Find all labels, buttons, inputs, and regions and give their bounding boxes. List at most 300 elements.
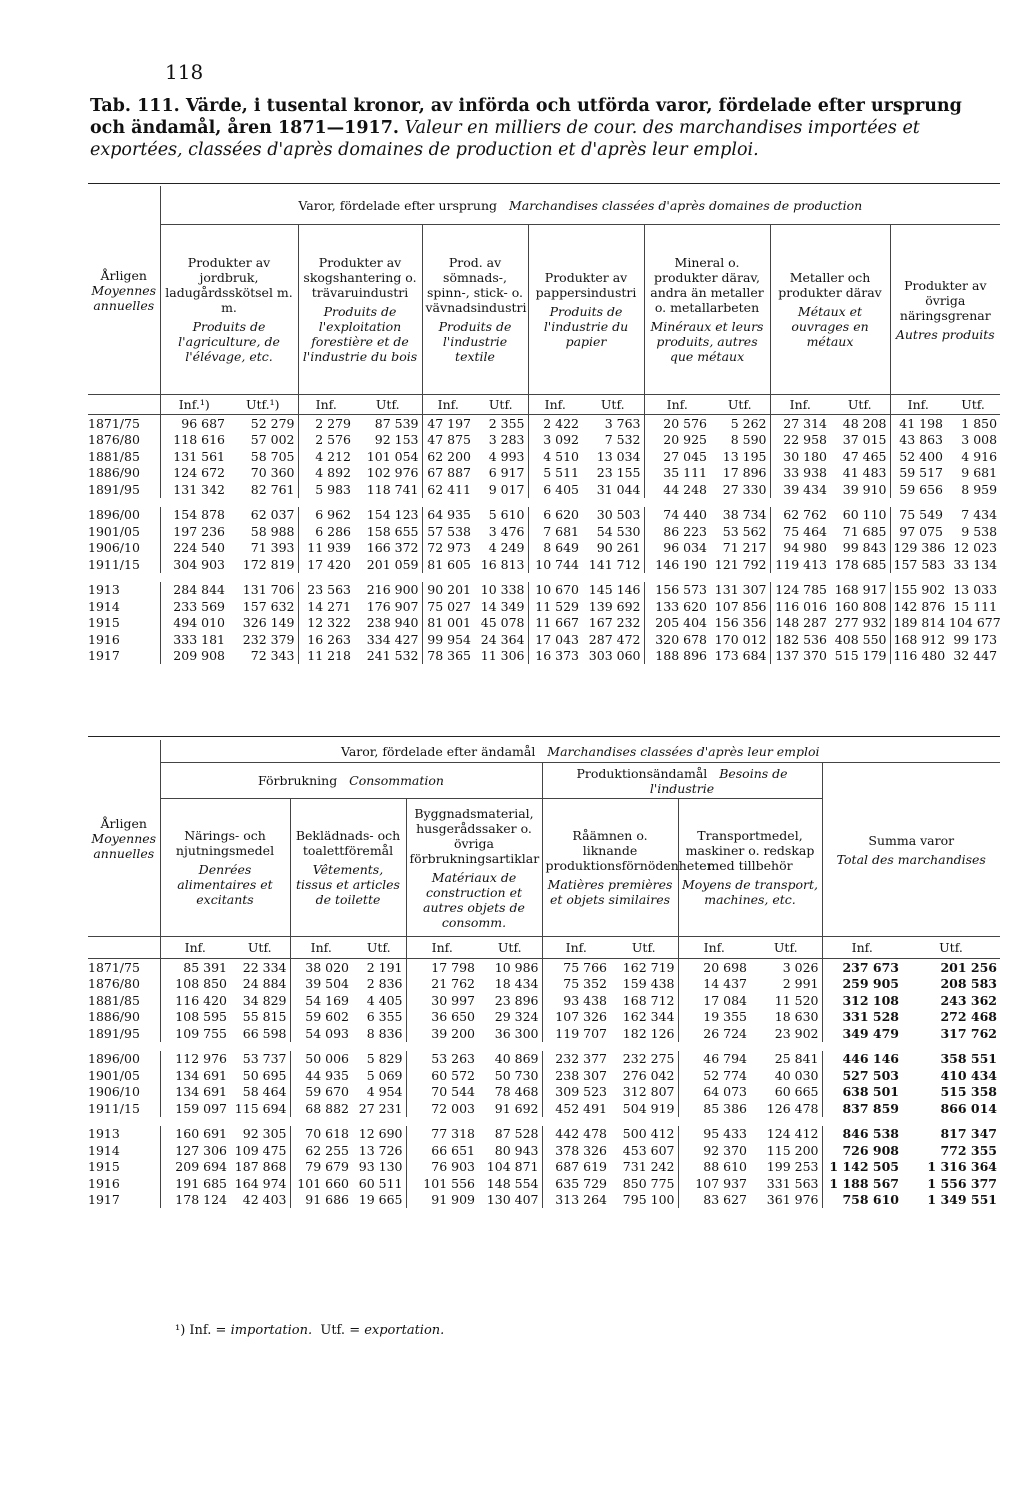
data-cell: 9 538 [961,523,998,539]
data-cell: 349 479 [822,1025,902,1042]
column-header-sv: Prod. av sömnads-, spinn-, stick- o. vävnadsindustri [425,255,527,315]
data-cell: 92 153 [374,432,419,448]
data-cell: 2 422 [528,415,582,432]
data-cell: 168 917 [834,582,887,598]
data-cell: 133 620 [644,598,710,615]
data-cell: 11 218 [298,648,354,665]
data-cell: 173 684 [714,648,767,664]
data-cell: 148 554 [486,1175,539,1191]
table-row [88,598,1000,615]
data-cell: 91 909 [406,1192,478,1209]
data-cell: 20 576 [644,415,710,432]
data-cell: 75 464 [770,523,830,540]
data-cell: 10 986 [494,959,539,975]
data-cell: 187 868 [234,1159,287,1175]
table-row [88,1009,1000,1026]
data-cell: 232 377 [542,1051,610,1068]
row-gap [88,498,1000,507]
data-cell: 129 386 [890,540,946,557]
data-cell: 47 197 [422,415,474,432]
data-cell: 60 511 [358,1175,403,1191]
data-cell: 13 726 [358,1142,403,1158]
data-cell: 116 016 [770,598,830,615]
data-cell: 303 060 [588,648,641,664]
data-cell: 4 249 [488,540,525,556]
column-header [290,799,406,937]
data-cell: 131 307 [714,582,767,598]
data-cell: 159 438 [622,976,675,992]
data-cell: 78 365 [422,648,474,665]
row-year: 1886/90 [88,1009,140,1025]
footnote-mark: ¹) Inf. [175,1323,212,1338]
data-cell: 157 632 [242,598,295,614]
data-cell: 107 326 [542,1009,610,1026]
data-cell: 76 903 [406,1159,478,1176]
data-cell: 58 705 [250,448,295,464]
data-cell: 71 393 [250,540,295,556]
column-header-fr: Produits de l'agriculture, de l'élévage, etc. [178,319,280,364]
data-cell: 201 059 [366,556,419,572]
data-cell: 78 468 [494,1084,539,1100]
data-cell: 726 908 [822,1142,902,1159]
data-cell: 2 991 [782,976,819,992]
column-header-fr: Minéraux et leurs produits, autres que métaux [650,319,764,364]
data-cell: 124 672 [160,465,228,482]
table-row [88,1025,1000,1042]
data-cell: 159 097 [160,1100,230,1117]
sub-header: Inf. [298,395,354,415]
data-cell: 86 223 [644,523,710,540]
row-label-fr: Moyennes annuelles [91,282,157,313]
data-cell: 188 896 [644,648,710,665]
data-cell: 9 017 [488,481,525,497]
data-cell: 846 538 [822,1126,902,1143]
data-cell: 131 561 [160,448,228,465]
data-cell: 130 407 [486,1192,539,1208]
data-cell: 107 937 [678,1175,750,1192]
data-cell: 2 355 [488,415,525,431]
data-cell: 36 300 [494,1025,539,1041]
data-cell: 75 549 [890,507,946,524]
row-year: 1911/15 [88,1100,140,1116]
data-cell: 22 334 [242,959,287,975]
data-cell: 6 355 [366,1009,403,1025]
sub-header: Utf. [375,397,400,412]
data-cell: 92 305 [242,1126,287,1142]
data-cell: 126 478 [766,1100,819,1116]
total-header [822,763,1000,937]
data-cell: 494 010 [160,615,228,632]
data-cell: 96 687 [160,415,228,432]
data-cell: 333 181 [160,631,228,648]
sub-header: Utf. [247,940,272,955]
data-cell: 36 650 [406,1009,478,1026]
data-cell: 32 447 [953,648,998,664]
data-cell: 13 195 [722,448,767,464]
sub-header: Inf. [822,937,902,959]
data-cell: 5 262 [730,415,767,431]
data-cell: 74 440 [644,507,710,524]
data-cell: 81 001 [422,615,474,632]
data-cell: 41 198 [890,415,946,432]
data-cell: 131 706 [242,582,295,598]
table-row [88,1100,1000,1117]
data-cell: 43 863 [890,432,946,449]
data-cell: 118 616 [160,432,228,449]
data-cell: 31 044 [596,481,641,497]
data-cell: 2 279 [298,415,354,432]
data-cell: 3 026 [782,959,819,975]
data-cell: 5 983 [298,481,354,498]
data-cell: 71 217 [722,540,767,556]
sub-header: Utf. [366,940,391,955]
column-header-sv: Byggnadsmaterial, husgerådssaker o. övriga förbrukningsartiklar [409,805,540,866]
data-cell: 162 344 [622,1009,675,1025]
data-cell: 99 954 [422,631,474,648]
table-row [88,465,1000,482]
data-cell: 304 903 [160,556,228,573]
production-fr: Besoins de l'industrie [649,765,788,796]
data-cell: 23 155 [596,465,641,481]
data-cell: 14 271 [298,598,354,615]
column-header-sv: Produkter av jordbruk, ladugårdsskötsel m. m. [165,255,293,315]
data-cell: 47 875 [422,432,474,449]
row-gap [88,573,1000,582]
row-year: 1871/75 [88,415,140,431]
data-cell: 452 491 [542,1100,610,1117]
data-cell: 209 694 [160,1159,230,1176]
data-cell: 199 253 [766,1159,819,1175]
sub-header: Utf. [488,397,513,412]
data-cell: 93 130 [358,1159,403,1175]
data-cell: 48 208 [842,415,887,431]
data-cell: 25 841 [774,1051,819,1067]
data-cell: 23 563 [298,582,354,599]
data-cell: 331 528 [822,1009,902,1026]
data-cell: 12 322 [298,615,354,632]
data-cell: 77 318 [406,1126,478,1143]
data-cell: 2 191 [366,959,403,975]
data-cell: 134 691 [160,1084,230,1101]
row-year: 1914 [88,598,120,614]
data-cell: 167 232 [588,615,641,631]
data-cell: 1 349 551 [927,1192,998,1208]
data-cell: 408 550 [834,631,887,647]
data-cell: 68 882 [290,1100,352,1117]
data-cell: 1 850 [961,415,998,431]
data-cell: 758 610 [822,1192,902,1209]
gap-cell [88,1117,1000,1126]
data-cell: 72 003 [406,1100,478,1117]
footnote [175,1323,444,1338]
data-cell: 237 673 [822,959,902,976]
column-header-sv: Produkter av pappersindustri [535,270,637,300]
data-cell: 30 997 [406,992,478,1009]
data-cell: 109 475 [234,1142,287,1158]
data-cell: 155 902 [890,582,946,599]
data-cell: 95 433 [678,1126,750,1143]
data-cell: 60 572 [406,1067,478,1084]
data-cell: 16 263 [298,631,354,648]
data-cell: 134 691 [160,1067,230,1084]
data-cell: 172 819 [242,556,295,572]
column-header-fr: Produits de l'industrie textile [438,319,512,364]
data-cell: 284 844 [160,582,228,599]
data-cell: 259 905 [822,976,902,993]
gap-cell [88,1042,1000,1051]
data-cell: 145 146 [588,582,641,598]
data-cell: 13 033 [953,582,998,598]
data-cell: 500 412 [622,1126,675,1142]
data-cell: 47 465 [842,448,887,464]
data-cell: 53 737 [242,1051,287,1067]
data-cell: 11 306 [480,648,525,664]
data-cell: 101 660 [290,1175,352,1192]
row-gap [88,1117,1000,1126]
data-cell: 1 142 505 [822,1159,902,1176]
group-header-purpose [160,740,1000,763]
data-cell: 116 420 [160,992,230,1009]
row-year: 1916 [88,631,120,647]
data-cell: 40 030 [774,1067,819,1083]
data-cell: 18 434 [494,976,539,992]
data-cell: 361 976 [766,1192,819,1208]
data-cell: 62 411 [422,481,474,498]
data-cell: 62 037 [250,507,295,523]
data-cell: 4 510 [528,448,582,465]
data-cell: 312 108 [822,992,902,1009]
data-cell: 164 974 [234,1175,287,1191]
data-cell: 158 655 [366,523,419,539]
data-cell: 378 326 [542,1142,610,1159]
middle-rule [88,736,1000,737]
data-cell: 162 719 [622,959,675,975]
table-row [88,959,1000,976]
data-cell: 85 391 [160,959,230,976]
data-cell: 23 902 [774,1025,819,1041]
data-cell: 11 939 [298,540,354,557]
data-cell: 6 917 [488,465,525,481]
data-cell: 1 556 377 [927,1175,998,1191]
row-year: 1915 [88,615,120,631]
row-year: 1915 [88,1159,120,1175]
data-cell: 96 034 [644,540,710,557]
data-cell: 66 651 [406,1142,478,1159]
data-cell: 24 364 [480,631,525,647]
data-cell: 5 069 [366,1067,403,1083]
data-cell: 515 179 [834,648,887,664]
data-cell: 142 876 [890,598,946,615]
column-header [406,799,542,937]
column-header [770,225,890,395]
data-cell: 4 916 [961,448,998,464]
consumption-fr: Consommation [349,773,444,788]
data-cell: 50 730 [494,1067,539,1083]
data-cell: 109 755 [160,1025,230,1042]
row-year: 1886/90 [88,465,140,481]
sub-header: Utf. [600,397,625,412]
data-cell: 44 248 [644,481,710,498]
data-cell: 44 935 [290,1067,352,1084]
sub-header: Utf.¹) [245,397,280,412]
column-header [890,225,1000,395]
row-year: 1876/80 [88,432,140,448]
sub-header: Inf. [890,395,946,415]
data-cell: 17 896 [722,465,767,481]
data-cell: 34 829 [242,992,287,1008]
data-cell: 9 681 [961,465,998,481]
column-header-fr: Total des marchandises [836,851,986,867]
data-cell: 21 762 [406,976,478,993]
data-cell: 326 149 [242,615,295,631]
data-cell: 72 343 [250,648,295,664]
table-purpose [88,740,1000,1208]
column-header-fr: Matériaux de construction et autres objets de consomm. [423,869,525,930]
sub-header: Inf. [770,395,830,415]
column-header-sv: Summa varor [868,832,955,848]
data-cell: 8 959 [961,481,998,497]
footnote-utf: Utf. [320,1323,346,1338]
row-label-sv-2: Årligen [100,815,147,831]
data-cell: 26 724 [678,1025,750,1042]
data-cell: 72 973 [422,540,474,557]
data-cell: 27 330 [722,481,767,497]
data-cell: 238 940 [366,615,419,631]
table-row [88,1051,1000,1068]
data-cell: 10 338 [480,582,525,598]
data-cell: 17 043 [528,631,582,648]
data-cell: 59 656 [890,481,946,498]
column-header-fr: Denrées alimentaires et excitants [177,862,273,907]
row-year: 1891/95 [88,481,140,497]
data-cell: 30 503 [596,507,641,523]
data-cell: 166 372 [366,540,419,556]
data-cell: 358 551 [940,1051,998,1067]
data-cell: 70 360 [250,465,295,481]
data-cell: 116 480 [890,648,946,665]
data-cell: 272 468 [940,1009,998,1025]
table-row [88,582,1000,599]
data-cell: 182 536 [770,631,830,648]
data-cell: 446 146 [822,1051,902,1068]
sub-header: Inf.¹) [160,395,228,415]
row-year: 1916 [88,1175,120,1191]
data-cell: 91 686 [290,1192,352,1209]
row-year: 1896/00 [88,1051,140,1067]
data-cell: 189 814 [890,615,946,632]
data-cell: 8 590 [730,432,767,448]
data-cell: 70 544 [406,1084,478,1101]
data-cell: 160 808 [834,598,887,614]
data-cell: 3 092 [528,432,582,449]
data-cell: 866 014 [940,1100,998,1116]
row-year: 1913 [88,582,120,598]
sub-header: Inf. [542,937,610,959]
group-header-sv: Varor, fördelade efter ursprung [298,197,498,213]
data-cell: 160 691 [160,1126,230,1143]
consumption-sv: Förbrukning [258,773,338,788]
table-row [88,1067,1000,1084]
data-cell: 119 707 [542,1025,610,1042]
column-header-fr: Produits de l'industrie du papier [543,304,629,349]
data-cell: 75 027 [422,598,474,615]
data-cell: 3 008 [961,432,998,448]
data-cell: 4 405 [366,992,403,1008]
data-cell: 52 774 [678,1067,750,1084]
data-cell: 35 111 [644,465,710,482]
data-cell: 5 829 [366,1051,403,1067]
data-cell: 59 602 [290,1009,352,1026]
data-cell: 410 434 [940,1067,998,1083]
data-cell: 13 034 [596,448,641,464]
column-header [644,225,770,395]
data-cell: 59 517 [890,465,946,482]
data-cell: 131 342 [160,481,228,498]
data-cell: 93 438 [542,992,610,1009]
data-cell: 277 932 [834,615,887,631]
row-year: 1871/75 [88,959,140,975]
column-header-sv: Råämnen o. liknande produktionsförnödenheter [545,828,713,873]
data-cell: 71 685 [842,523,887,539]
table-row [88,523,1000,540]
row-year: 1881/85 [88,448,140,464]
consumption-header [160,763,542,799]
data-cell: 104 871 [486,1159,539,1175]
table-row [88,507,1000,524]
data-cell: 42 403 [242,1192,287,1208]
data-cell: 18 630 [774,1009,819,1025]
data-cell: 6 620 [528,507,582,524]
sub-header: Inf. [160,937,230,959]
data-cell: 3 283 [488,432,525,448]
data-cell: 75 766 [542,959,610,976]
data-cell: 41 483 [842,465,887,481]
data-cell: 233 569 [160,598,228,615]
column-header-fr: Matières premières et objets similaires [547,877,673,907]
data-cell: 731 242 [622,1159,675,1175]
group-header-fr-2: Marchandises classées d'après leur emploi [547,743,820,759]
column-header [298,225,422,395]
data-cell: 168 712 [622,992,675,1008]
data-cell: 156 573 [644,582,710,599]
row-year: 1891/95 [88,1025,140,1041]
data-cell: 6 962 [298,507,354,524]
data-cell: 54 530 [596,523,641,539]
gap-cell [88,498,1000,507]
table-row [88,1175,1000,1192]
column-header-fr: Vêtements, tissus et articles de toilette [296,862,400,907]
data-cell: 19 665 [358,1192,403,1208]
sub-header: Inf. [406,937,478,959]
column-header-sv: Metaller och produkter därav [778,270,882,300]
data-cell: 6 286 [298,523,354,540]
data-cell: 112 976 [160,1051,230,1068]
data-cell: 4 993 [488,448,525,464]
title-swedish: Tab. 111. Värde, i tusental kronor, av införda och utförda varor, fördelade efter ursprung och ändamål, åren 1871—1917. [90,96,962,138]
data-cell: 6 405 [528,481,582,498]
table-row [88,432,1000,449]
data-cell: 97 075 [890,523,946,540]
data-cell: 146 190 [644,556,710,573]
data-cell: 320 678 [644,631,710,648]
data-cell: 313 264 [542,1192,610,1209]
column-header-fr: Produits de l'exploitation forestière et de l'industrie du bois [302,304,418,364]
data-cell: 60 665 [774,1084,819,1100]
data-cell: 59 670 [290,1084,352,1101]
data-cell: 178 685 [834,556,887,572]
table-row [88,415,1000,432]
data-cell: 795 100 [622,1192,675,1208]
